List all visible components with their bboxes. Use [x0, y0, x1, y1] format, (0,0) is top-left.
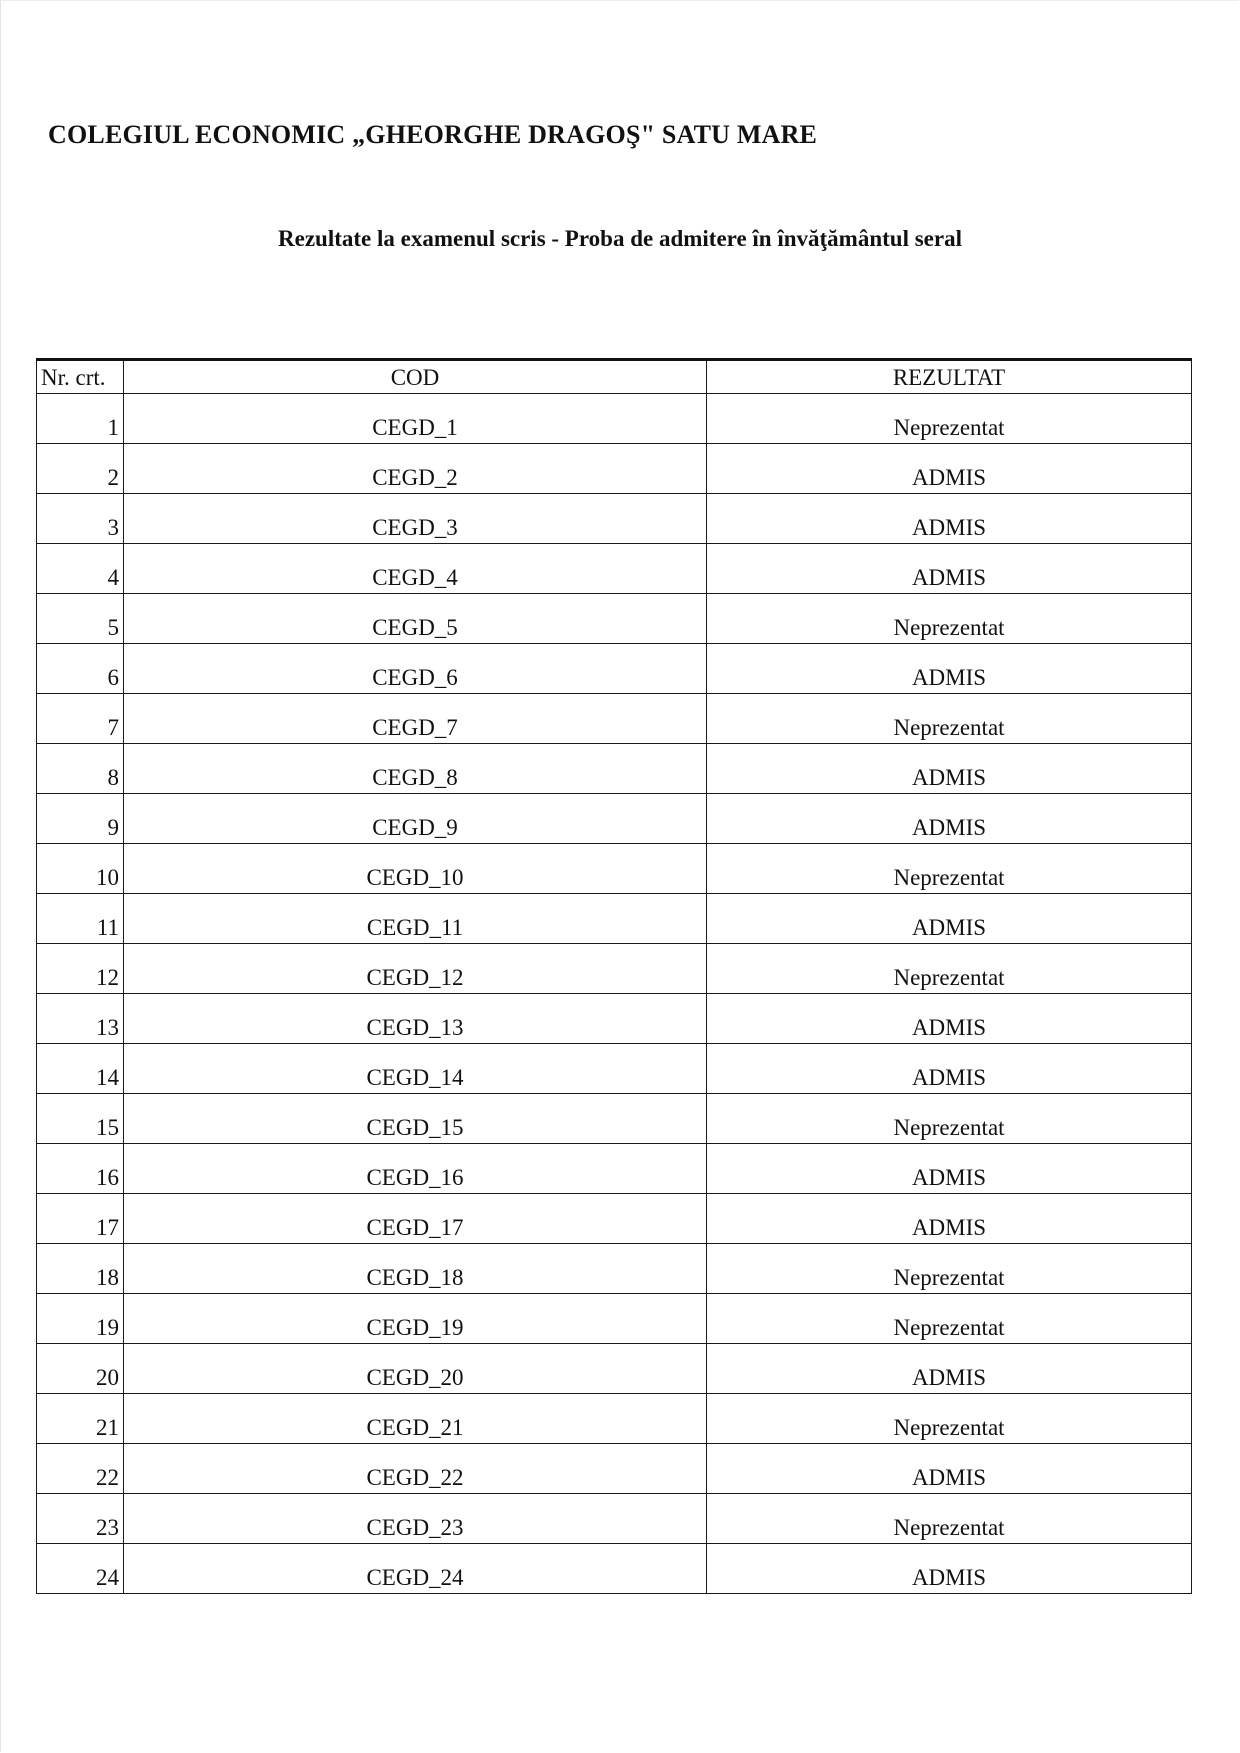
row-cod-cell: CEGD_10 — [124, 844, 707, 894]
row-cod-cell: CEGD_11 — [124, 894, 707, 944]
row-number-cell: 22 — [37, 1444, 124, 1494]
table-row — [37, 1344, 1192, 1394]
table-row — [37, 1494, 1192, 1544]
table-row — [37, 994, 1192, 1044]
row-rezultat-cell: Neprezentat — [707, 1494, 1192, 1544]
row-number-cell: 2 — [37, 444, 124, 494]
row-rezultat-cell: ADMIS — [707, 1144, 1192, 1194]
table-row — [37, 844, 1192, 894]
row-cod-cell: CEGD_24 — [124, 1544, 707, 1594]
row-cod-cell: CEGD_23 — [124, 1494, 707, 1544]
row-cod-cell: CEGD_19 — [124, 1294, 707, 1344]
row-cod-cell: CEGD_4 — [124, 544, 707, 594]
table-row — [37, 944, 1192, 994]
row-cod-cell: CEGD_21 — [124, 1394, 707, 1444]
row-cod-cell: CEGD_14 — [124, 1044, 707, 1094]
row-number-cell: 10 — [37, 844, 124, 894]
document-subtitle: Rezultate la examenul scris - Proba de admitere în învăţământul seral — [278, 226, 962, 251]
row-number-cell: 19 — [37, 1294, 124, 1344]
row-number-cell: 16 — [37, 1144, 124, 1194]
row-rezultat-cell: ADMIS — [707, 644, 1192, 694]
row-cod-cell: CEGD_8 — [124, 744, 707, 794]
header-rezultat: REZULTAT — [707, 360, 1192, 394]
row-cod-cell: CEGD_7 — [124, 694, 707, 744]
row-rezultat-cell: ADMIS — [707, 544, 1192, 594]
row-rezultat-cell: ADMIS — [707, 794, 1192, 844]
table-row — [37, 594, 1192, 644]
school-title: COLEGIUL ECONOMIC „GHEORGHE DRAGOŞ" SATU MARE — [48, 120, 818, 149]
row-cod-cell: CEGD_13 — [124, 994, 707, 1044]
row-rezultat-cell: ADMIS — [707, 1544, 1192, 1594]
row-number-cell: 23 — [37, 1494, 124, 1544]
row-cod-cell: CEGD_6 — [124, 644, 707, 694]
table-row — [37, 1444, 1192, 1494]
row-number-cell: 8 — [37, 744, 124, 794]
header-nr-crt: Nr. crt. — [37, 360, 124, 394]
row-cod-cell: CEGD_16 — [124, 1144, 707, 1194]
table-row — [37, 1094, 1192, 1144]
row-rezultat-cell: ADMIS — [707, 1194, 1192, 1244]
row-cod-cell: CEGD_22 — [124, 1444, 707, 1494]
row-number-cell: 5 — [37, 594, 124, 644]
row-rezultat-cell: Neprezentat — [707, 394, 1192, 444]
row-cod-cell: CEGD_12 — [124, 944, 707, 994]
row-number-cell: 21 — [37, 1394, 124, 1444]
row-rezultat-cell: Neprezentat — [707, 1244, 1192, 1294]
row-cod-cell: CEGD_5 — [124, 594, 707, 644]
row-number-cell: 15 — [37, 1094, 124, 1144]
row-number-cell: 12 — [37, 944, 124, 994]
row-number-cell: 20 — [37, 1344, 124, 1394]
row-number-cell: 18 — [37, 1244, 124, 1294]
row-number-cell: 7 — [37, 694, 124, 744]
row-rezultat-cell: Neprezentat — [707, 1094, 1192, 1144]
table-row — [37, 1244, 1192, 1294]
results-table — [36, 358, 1192, 1594]
row-rezultat-cell: Neprezentat — [707, 694, 1192, 744]
row-cod-cell: CEGD_3 — [124, 494, 707, 544]
row-rezultat-cell: Neprezentat — [707, 1294, 1192, 1344]
row-number-cell: 11 — [37, 894, 124, 944]
row-rezultat-cell: ADMIS — [707, 744, 1192, 794]
row-number-cell: 17 — [37, 1194, 124, 1244]
table-row — [37, 1044, 1192, 1094]
table-row — [37, 494, 1192, 544]
row-rezultat-cell: Neprezentat — [707, 1394, 1192, 1444]
table-row — [37, 1394, 1192, 1444]
table-row — [37, 794, 1192, 844]
table-row — [37, 644, 1192, 694]
table-row — [37, 694, 1192, 744]
row-number-cell: 6 — [37, 644, 124, 694]
row-cod-cell: CEGD_18 — [124, 1244, 707, 1294]
row-number-cell: 24 — [37, 1544, 124, 1594]
results-table-header — [37, 360, 1192, 394]
row-rezultat-cell: ADMIS — [707, 494, 1192, 544]
row-rezultat-cell: ADMIS — [707, 1444, 1192, 1494]
row-rezultat-cell: Neprezentat — [707, 944, 1192, 994]
row-cod-cell: CEGD_9 — [124, 794, 707, 844]
row-cod-cell: CEGD_2 — [124, 444, 707, 494]
row-rezultat-cell: ADMIS — [707, 1344, 1192, 1394]
row-cod-cell: CEGD_17 — [124, 1194, 707, 1244]
table-row — [37, 394, 1192, 444]
row-rezultat-cell: ADMIS — [707, 1044, 1192, 1094]
row-number-cell: 4 — [37, 544, 124, 594]
row-number-cell: 3 — [37, 494, 124, 544]
table-row — [37, 894, 1192, 944]
table-row — [37, 1294, 1192, 1344]
row-number-cell: 13 — [37, 994, 124, 1044]
row-cod-cell: CEGD_20 — [124, 1344, 707, 1394]
row-rezultat-cell: ADMIS — [707, 994, 1192, 1044]
header-row — [37, 360, 1192, 394]
table-row — [37, 444, 1192, 494]
row-number-cell: 9 — [37, 794, 124, 844]
row-number-cell: 14 — [37, 1044, 124, 1094]
row-cod-cell: CEGD_15 — [124, 1094, 707, 1144]
row-rezultat-cell: Neprezentat — [707, 844, 1192, 894]
header-cod: COD — [124, 360, 707, 394]
table-row — [37, 1544, 1192, 1594]
row-rezultat-cell: Neprezentat — [707, 594, 1192, 644]
table-row — [37, 744, 1192, 794]
row-cod-cell: CEGD_1 — [124, 394, 707, 444]
results-table-body — [37, 394, 1192, 1594]
row-rezultat-cell: ADMIS — [707, 444, 1192, 494]
row-number-cell: 1 — [37, 394, 124, 444]
table-row — [37, 1144, 1192, 1194]
table-row — [37, 544, 1192, 594]
table-row — [37, 1194, 1192, 1244]
row-rezultat-cell: ADMIS — [707, 894, 1192, 944]
